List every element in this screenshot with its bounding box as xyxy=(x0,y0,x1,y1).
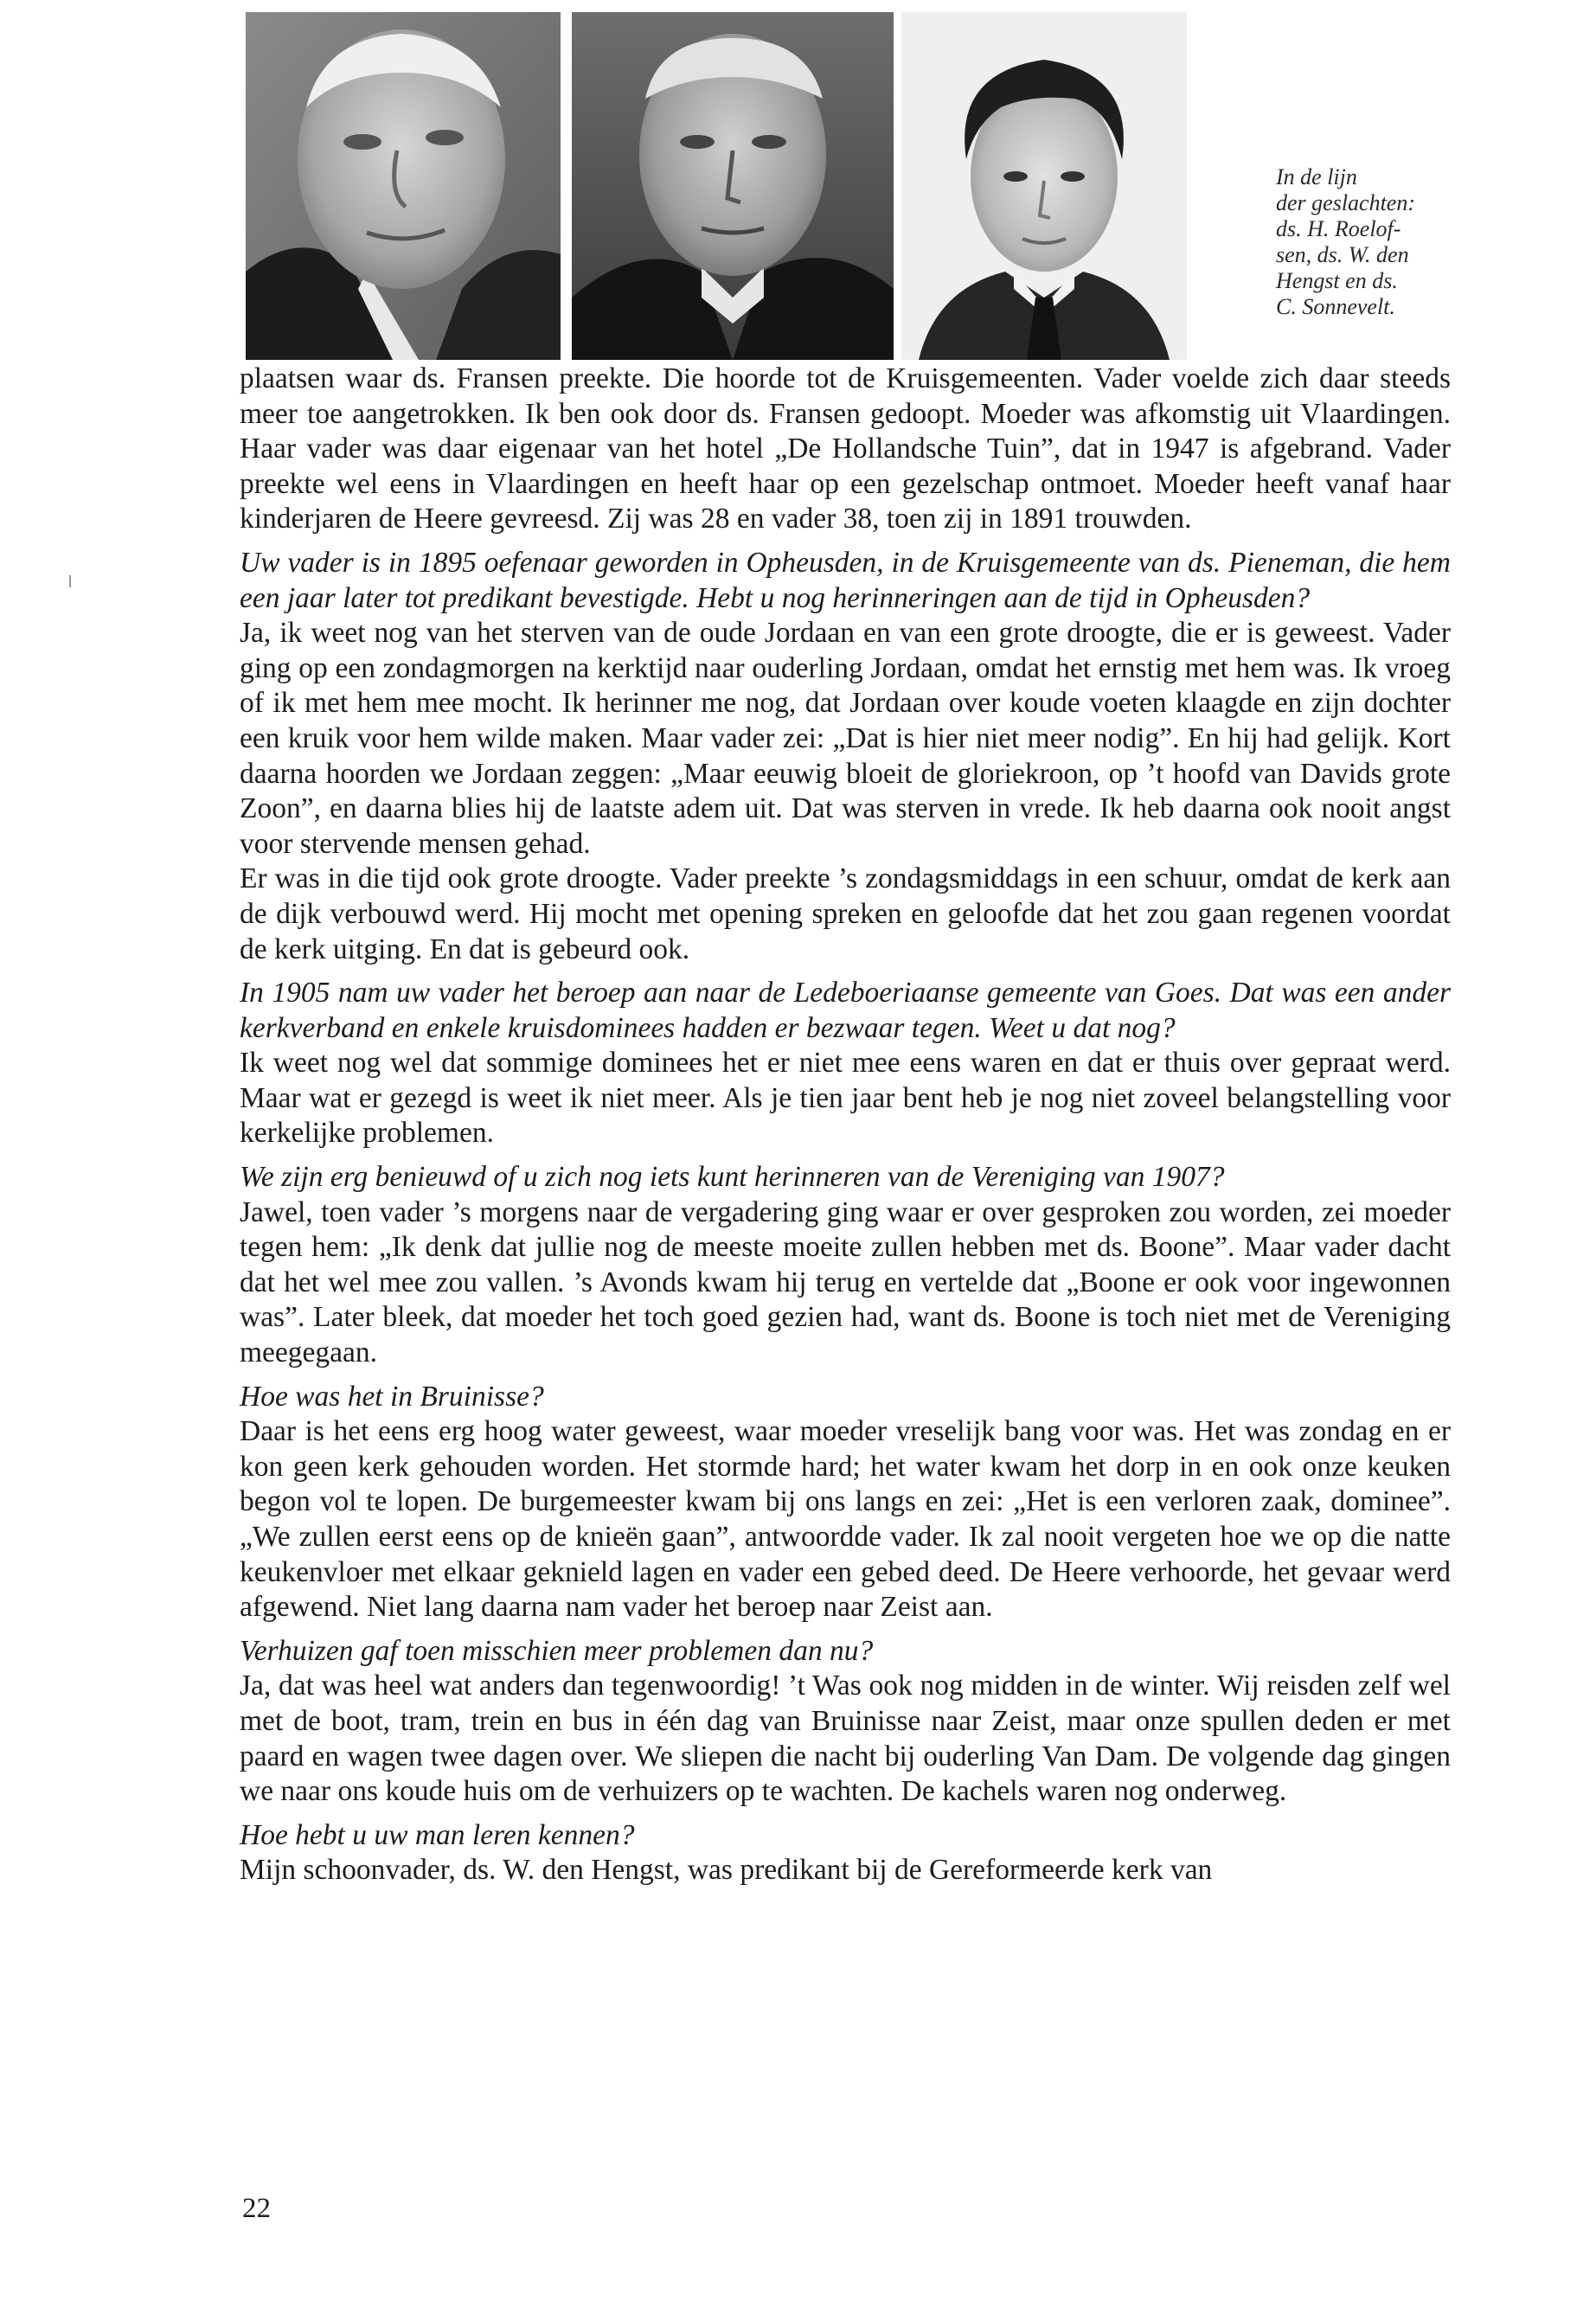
answer-paragraph: Er was in die tijd ook grote droogte. Vader preekte ’s zondagsmiddags in een schuur, omdat de kerk aan de dijk verbouwd werd. Hij mocht met opening spreken en geloofde dat het zou gaan regenen voordat de kerk uitging. En dat is gebeurd ook. xyxy=(240,862,1451,965)
answer-paragraph: Mijn schoonvader, ds. W. den Hengst, was predikant bij de Gereformeerde kerk van xyxy=(240,1854,1213,1887)
interview-text xyxy=(240,362,1451,1888)
question-paragraph: We zijn erg benieuwd of u zich nog iets kunt herinneren van de Vereniging van 1907? xyxy=(240,1161,1225,1194)
question-paragraph: Hoe was het in Bruinisse? xyxy=(240,1380,544,1413)
margin-mark xyxy=(69,575,71,587)
answer-paragraph: Daar is het eens erg hoog water geweest, waar moeder vreselijk bang voor was. Het was zondag en er kon geen kerk gehouden worden. Het stormde hard; het water kwam het dorp in en ook onze keuken begon vol te lopen. De burgemeester kwam bij ons langs en zei: „Het is een verloren zaak, dominee”. „We zullen eerst eens op de knieën gaan”, antwoordde vader. Ik zal nooit vergeten hoe we op die natte keukenvloer met elkaar geknield lagen en vader een gebed deed. De Heere verhoorde, het gevaar werd afgewend. Niet lang daarna nam vader het beroep naar Zeist aan. xyxy=(240,1415,1451,1624)
caption-line: der geslachten: xyxy=(1276,190,1416,215)
photo-caption xyxy=(1276,164,1458,320)
question-paragraph: Verhuizen gaf toen misschien meer problemen dan nu? xyxy=(240,1634,874,1667)
caption-line: sen, ds. W. den xyxy=(1276,242,1409,267)
answer-paragraph: Ik weet nog wel dat sommige dominees het er niet mee eens waren en dat er thuis over gepraat werd. Maar wat er gezegd is weet ik niet meer. Als je tien jaar bent heb je nog niet zoveel belangstelling voor kerkelijke problemen. xyxy=(240,1047,1451,1150)
page-number: 22 xyxy=(242,2193,271,2224)
question-paragraph: Hoe hebt u uw man leren kennen? xyxy=(240,1818,635,1851)
ds-w-den-hengst-photo xyxy=(572,12,894,360)
caption-line: Hengst en ds. xyxy=(1276,268,1398,293)
ds-h-roelofsen-photo xyxy=(246,12,561,360)
answer-paragraph: Ja, dat was heel wat anders dan tegenwoordig! ’t Was ook nog midden in de winter. Wij reisden zelf wel met de boot, tram, trein en bus in één dag van Bruinisse naar Zeist, maar onze spullen deden er met paard en wagen twee dagen over. We sliepen die nacht bij ouderling Van Dam. De volgende dag gingen we naar ons koude huis om de verhuizers op te wachten. De kachels waren nog onderweg. xyxy=(240,1670,1451,1808)
caption-line: In de lijn xyxy=(1276,164,1357,189)
question-paragraph: In 1905 nam uw vader het beroep aan naar de Ledeboeriaanse gemeente van Goes. Dat was een ander kerkverband en enkele kruisdominees hadden er bezwaar tegen. Weet u dat nog? xyxy=(240,977,1451,1044)
answer-paragraph: Jawel, toen vader ’s morgens naar de vergadering ging waar er over gesproken zou worden, zei moeder tegen hem: „Ik denk dat jullie nog de meeste moeite zullen hebben met ds. Boone”. Maar vader dacht dat het wel mee zou vallen. ’s Avonds kwam hij terug en vertelde dat „Boone er ook voor ingewonnen was”. Later bleek, dat moeder het toch goed gezien had, want ds. Boone is toch niet met de Vereniging meegegaan. xyxy=(240,1195,1451,1369)
question-paragraph: Uw vader is in 1895 oefenaar geworden in Opheusden, in de Kruisgemeente van ds. Pieneman, die hem een jaar later tot predikant bevestigde. Hebt u nog herinneringen aan de tijd in Opheusden? xyxy=(240,546,1451,614)
caption-line: C. Sonnevelt. xyxy=(1276,294,1395,319)
ds-c-sonnevelt-photo xyxy=(901,12,1187,360)
photo-strip xyxy=(246,12,1457,360)
answer-paragraph: plaatsen waar ds. Fransen preekte. Die hoorde tot de Kruisgemeenten. Vader voelde zich daar steeds meer toe aangetrokken. Ik ben ook door ds. Fransen gedoopt. Moeder was afkomstig uit Vlaardingen. Haar vader was daar eigenaar van het hotel „De Hollandsche Tuin”, dat in 1947 is afgebrand. Vader preekte wel eens in Vlaardingen en heeft haar op een gezelschap ontmoet. Moeder heeft vanaf haar kinderjaren de Heere gevreesd. Zij was 28 en vader 38, toen zij in 1891 trouwden. xyxy=(240,362,1451,535)
answer-paragraph: Ja, ik weet nog van het sterven van de oude Jordaan en van een grote droogte, die er is geweest. Vader ging op een zondagmorgen na kerktijd naar ouderling Jordaan, omdat het ernstig met hem was. Ik vroeg of ik met hem mee mocht. Ik herinner me nog, dat Jordaan over koude voeten klaagde en zijn dochter een kruik voor hem wilde maken. Maar vader zei: „Dat is hier niet meer nodig”. En hij had gelijk. Kort daarna hoorden we Jordaan zeggen: „Maar eeuwig bloeit de gloriekroon, op ’t hoofd van Davids grote Zoon”, en daarna blies hij de laatste adem uit. Dat was sterven in vrede. Ik heb daarna ook nooit angst voor stervende mensen gehad. xyxy=(240,617,1451,860)
caption-line: ds. H. Roelof- xyxy=(1276,216,1401,241)
